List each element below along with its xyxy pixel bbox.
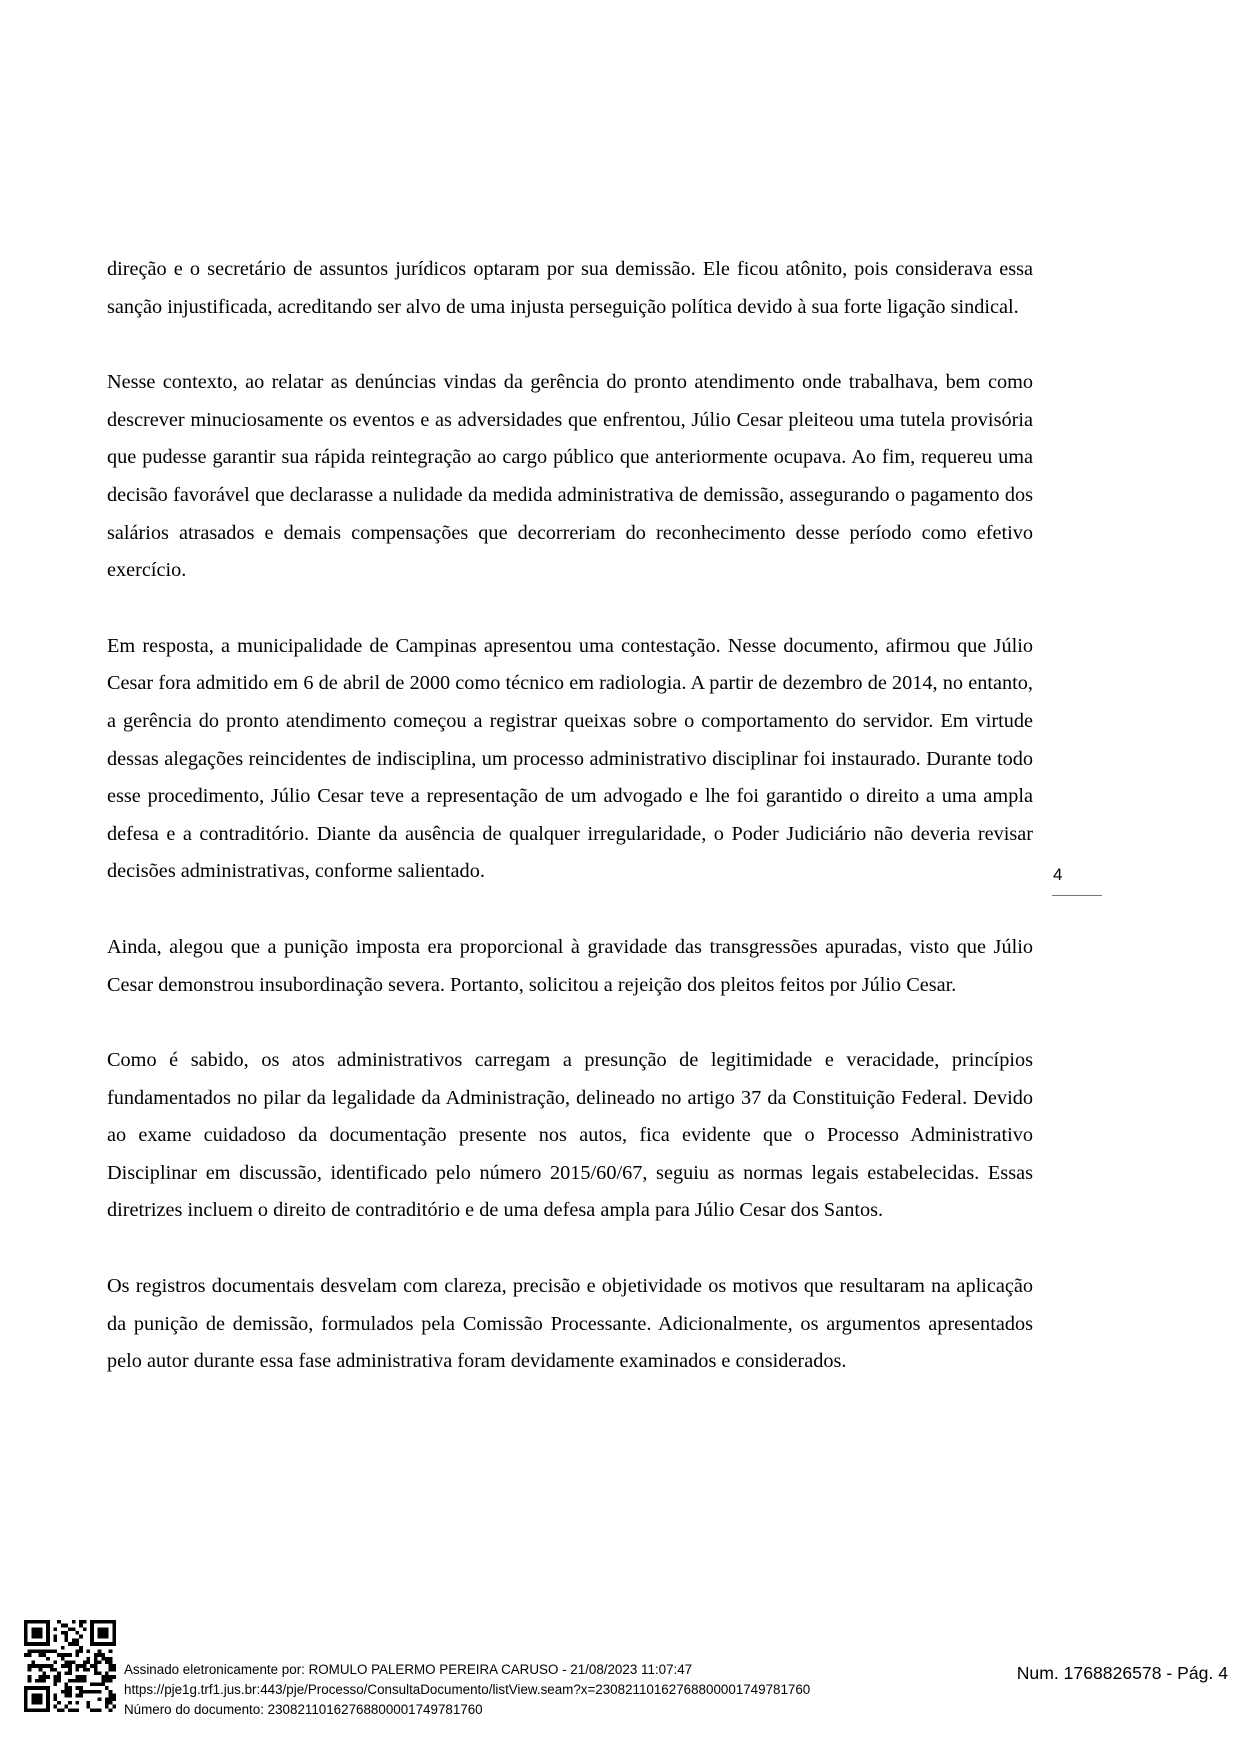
num-page-label: Num. 1768826578 - Pág. 4 [1016,1663,1228,1683]
paragraph: Ainda, alegou que a punição imposta era proporcional à gravidade das transgressões apuradas, visto que Júlio Cesar demonstrou insubordinação severa. Portanto, solicitou a rejeição dos pleitos feitos por Júlio Cesar. [107,935,1033,996]
margin-rule [1052,895,1102,896]
qr-code-icon[interactable] [24,1620,116,1712]
paragraph: Nesse contexto, ao relatar as denúncias vindas da gerência do pronto atendimento onde trabalhava, bem como descrever minuciosamente os eventos e as adversidades que enfrentou, Júlio Cesar pleiteou uma tutela provisória que pudesse garantir sua rápida reintegração ao cargo público que anteriormente ocupava. Ao fim, requereu uma decisão favorável que declarasse a nulidade da medida administrativa de demissão, assegurando o pagamento dos salários atrasados e demais compensações que decorreriam do reconhecimento desse período como efetivo exercício. [107,371,1033,582]
signature-footer [0,1620,1240,1750]
margin-page-marker [1052,864,1102,896]
margin-page-number: 4 [1053,865,1063,884]
paragraph: direção e o secretário de assuntos jurídicos optaram por sua demissão. Ele ficou atônito, pois considerava essa sanção injustificada, acreditando ser alvo de uma injusta perseguição política devido à sua forte ligação sindical. [107,258,1033,318]
document-url[interactable]: https://pje1g.trf1.jus.br:443/pje/Processo/ConsultaDocumento/listView.seam?x=23082110162768800001749781760 [124,1682,811,1697]
paragraph: Os registros documentais desvelam com clareza, precisão e objetividade os motivos que resultaram na aplicação da punição de demissão, formulados pela Comissão Processante. Adicionalmente, os argumentos apresentados pelo autor durante essa fase administrativa foram devidamente examinados e considerados. [107,1275,1033,1373]
signature-block [124,1660,810,1720]
paragraph: Como é sabido, os atos administrativos carregam a presunção de legitimidade e veracidade, princípios fundamentados no pilar da legalidade da Administração, delineado no artigo 37 da Constituição Federal. Devido ao exame cuidadoso da documentação presente nos autos, fica evidente que o Processo Administrativo Disciplinar em discussão, identificado pelo número 2015/60/67, seguiu as normas legais estabelecidas. Essas diretrizes incluem o direito de contraditório e de uma defesa ampla para Júlio Cesar dos Santos. [107,1049,1033,1222]
signed-by-text: Assinado eletronicamente por: ROMULO PALERMO PEREIRA CARUSO - 21/08/2023 11:07:47 [124,1662,693,1677]
paragraph: Em resposta, a municipalidade de Campinas apresentou uma contestação. Nesse documento, afirmou que Júlio Cesar fora admitido em 6 de abril de 2000 como técnico em radiologia. A partir de dezembro de 2014, no entanto, a gerência do pronto atendimento começou a registrar queixas sobre o comportamento do servidor. Em virtude dessas alegações reincidentes de indisciplina, um processo administrativo disciplinar foi instaurado. Durante todo esse procedimento, Júlio Cesar teve a representação de um advogado e lhe foi garantido o direito a uma ampla defesa e a contraditório. Diante da ausência de qualquer irregularidade, o Poder Judiciário não deveria revisar decisões administrativas, conforme salientado. [107,634,1033,883]
document-number: Número do documento: 23082110162768800001749781760 [124,1702,483,1717]
document-body [107,251,1033,1419]
